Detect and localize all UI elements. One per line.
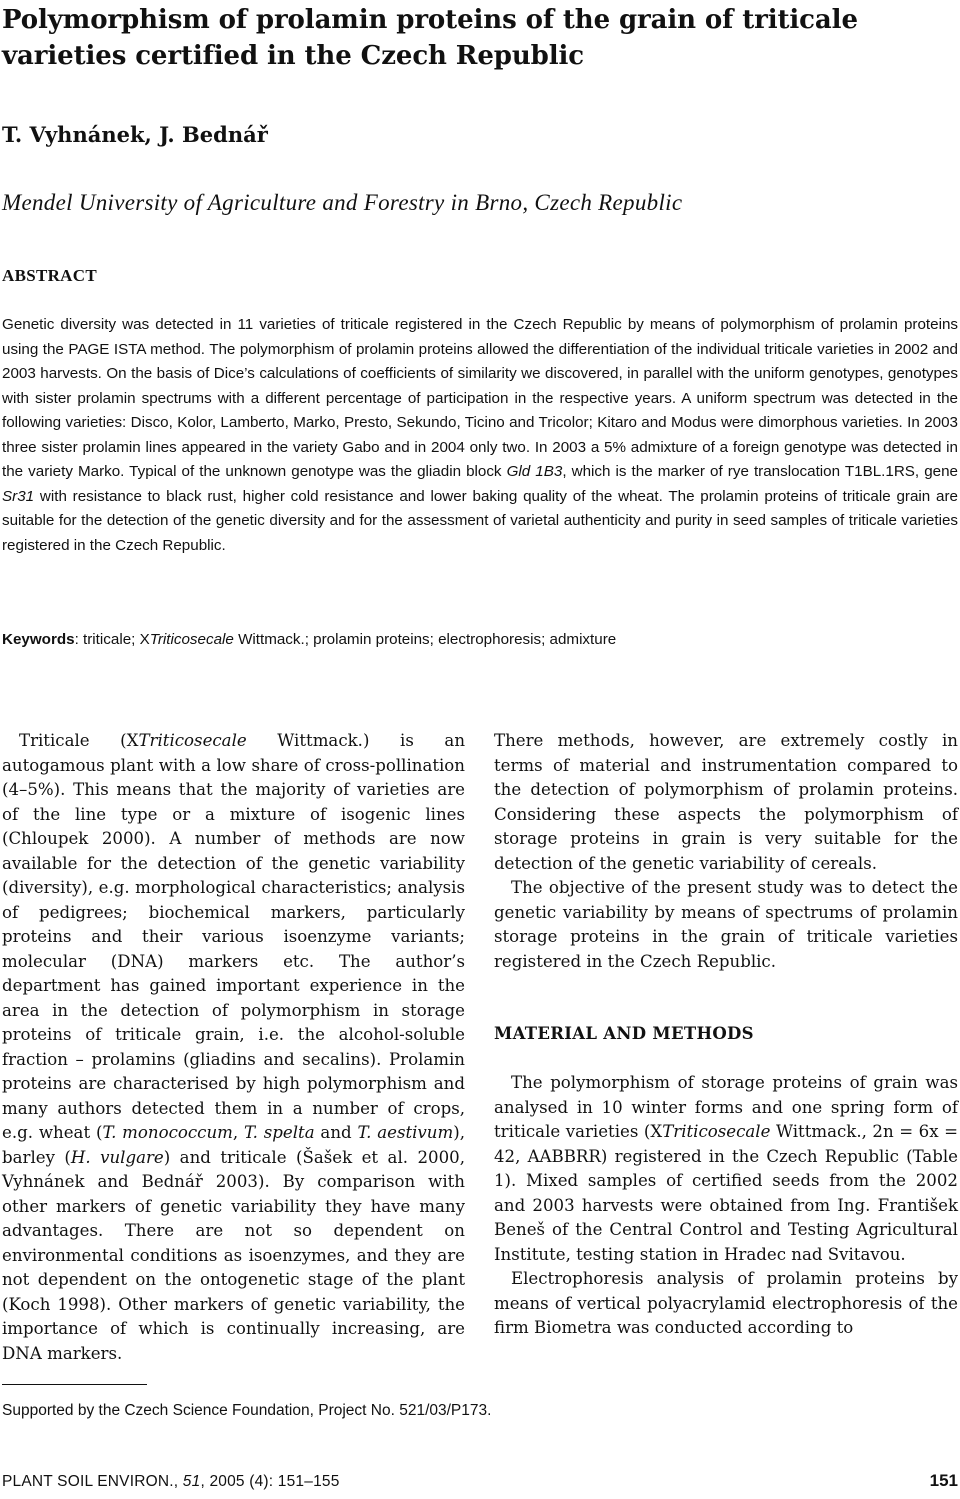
abstract-gene-block: Gld 1B3 xyxy=(506,463,563,480)
abstract-part-2: , which is the marker of rye translocation T1BL.1RS, gene xyxy=(562,463,958,480)
journal-issue-pages: , 2005 (4): 151–155 xyxy=(200,1473,340,1490)
text-run: , xyxy=(232,1123,245,1142)
journal-volume: 51 xyxy=(182,1473,201,1490)
keywords-genus: Triticosecale xyxy=(149,631,234,648)
paragraph-objective: The objective of the present study was to detect the genetic variability by means of spectrums of prolamin storage proteins in the grain of triticale varieties registered in the Czech Republic. xyxy=(494,878,958,971)
text-run: and xyxy=(314,1123,358,1142)
body-column-right-top xyxy=(494,729,958,974)
authors: T. Vyhnánek, J. Bednář xyxy=(2,122,268,147)
keywords-part-2: Wittmack.; prolamin proteins; electrophoresis; admixture xyxy=(233,631,617,648)
italic-run: H. vulgare xyxy=(70,1147,164,1167)
text-run: Wittmack.) is an autogamous plant with a low share of cross-pollination (4–5%). This means that the majority of varieties are of the line type or a mixture of isogenic lines (Chloupek 2000). A number of methods are now available for the detection of the genetic variability (diversity), e.g. morphological characteristics; analysis of pedigrees; biochemical markers, particularly proteins and their various isoenzyme variants; molecular (DNA) markers etc. The author’s department has gained important experience in the area in the detection of polymorphism in storage proteins of triticale grain, i.e. the alcohol-soluble fraction – prolamins (gliadins and secalins). Prolamin proteins are characterised by high polymorphism and many authors detected them in a number of crops, e.g. wheat ( xyxy=(2,731,465,1142)
text-run: Wittmack., 2n = 6x = 42, AABBRR) registered in the Czech Republic (Table 1). Mixed samples of certified seeds from the 2002 and 2003 harvests were obtained from Ing. František Beneš of the Central Control and Testing Agricultural Institute, testing station in Hradec nad Svitavou. xyxy=(494,1122,959,1264)
keywords-part-1: : triticale; X xyxy=(74,631,150,648)
footnote-support: Supported by the Czech Science Foundation, Project No. 521/03/P173. xyxy=(2,1402,492,1419)
italic-run: T. monococcum xyxy=(102,1123,233,1142)
affiliation: Mendel University of Agriculture and Forestry in Brno, Czech Republic xyxy=(2,190,683,215)
journal-citation xyxy=(2,1473,340,1491)
keywords-label: Keywords xyxy=(2,631,75,648)
body-column-right-bottom xyxy=(494,1071,958,1341)
abstract-heading: ABSTRACT xyxy=(2,266,97,285)
italic-run: T. spelta xyxy=(244,1123,315,1142)
text-run: Triticale (X xyxy=(19,731,139,750)
text-run: ), barley ( xyxy=(2,1123,465,1167)
section-heading-methods: MATERIAL AND METHODS xyxy=(494,1024,754,1043)
italic-run: T. aestivum xyxy=(357,1123,454,1142)
intro-paragraph xyxy=(2,729,465,1366)
abstract-text xyxy=(2,313,958,558)
italic-run: Triticosecale xyxy=(138,731,247,750)
page-number: 151 xyxy=(929,1471,958,1490)
paragraph-electrophoresis: Electrophoresis analysis of prolamin proteins by means of vertical polyacrylamid electrophoresis of the firm Biometra was conducted according to xyxy=(494,1269,958,1337)
text-run: ) and triticale (Šašek et al. 2000, Vyhnánek and Bednář 2003). By comparison with other markers of genetic variability they have many advantages. There are not so dependent on environmental conditions as isoenzymes, and they are not dependent on the ontogenetic stage of the plant (Koch 1998). Other markers of genetic variability, the importance of which is continually increasing, are DNA markers. xyxy=(2,1147,465,1363)
journal-name: PLANT SOIL ENVIRON., xyxy=(2,1473,183,1490)
footnote-rule xyxy=(2,1384,147,1385)
italic-run: Triticosecale xyxy=(662,1122,771,1141)
paragraph-methods-cost: There methods, however, are extremely costly in terms of material and instrumentation compared to the detection of polymorphism of prolamin proteins. Considering these aspects the polymorphism of storage proteins in grain is very suitable for the detection of the genetic variability of cereals. xyxy=(494,731,958,873)
keywords xyxy=(2,631,616,648)
abstract-part-3: with resistance to black rust, higher cold resistance and lower baking quality of the wheat. The prolamin proteins of triticale grain are suitable for the detection of the genetic diversity and for the assessment of varietal authenticity and purity in seed samples of triticale varieties registered in the Czech Republic. xyxy=(2,487,958,554)
paragraph-materials xyxy=(494,1071,958,1267)
abstract-gene-sr31: Sr31 xyxy=(2,487,35,505)
paper-title: Polymorphism of prolamin proteins of the grain of triticale varieties certified in the Czech Republic xyxy=(2,5,858,71)
text-run: The polymorphism of storage proteins of grain was analysed in 10 winter forms and one spring form of triticale varieties (X xyxy=(494,1073,958,1141)
abstract-part-1: Genetic diversity was detected in 11 varieties of triticale registered in the Czech Republic by means of polymorphism of prolamin proteins using the PAGE ISTA method. The polymorphism of prolamin proteins allowed the differentiation of the individual triticale varieties in 2002 and 2003 harvests. On the basis of Dice’s calculations of coefficients of similarity we discovered, in parallel with the uniform genotypes, genotypes with sister prolamin spectrums with a different percentage of participation in the respective years. A uniform spectrum was detected in the following varieties: Disco, Kolor, Lamberto, Marko, Presto, Sekundo, Ticino and Tricolor; Kitaro and Modus were dimorphous varieties. In 2003 three sister prolamin lines appeared in the variety Gabo and in 2004 only two. In 2003 a 5% admixture of a foreign genotype was detected in the variety Marko. Typical of the unknown genotype was the gliadin block xyxy=(2,316,958,480)
body-column-left xyxy=(2,729,465,1366)
